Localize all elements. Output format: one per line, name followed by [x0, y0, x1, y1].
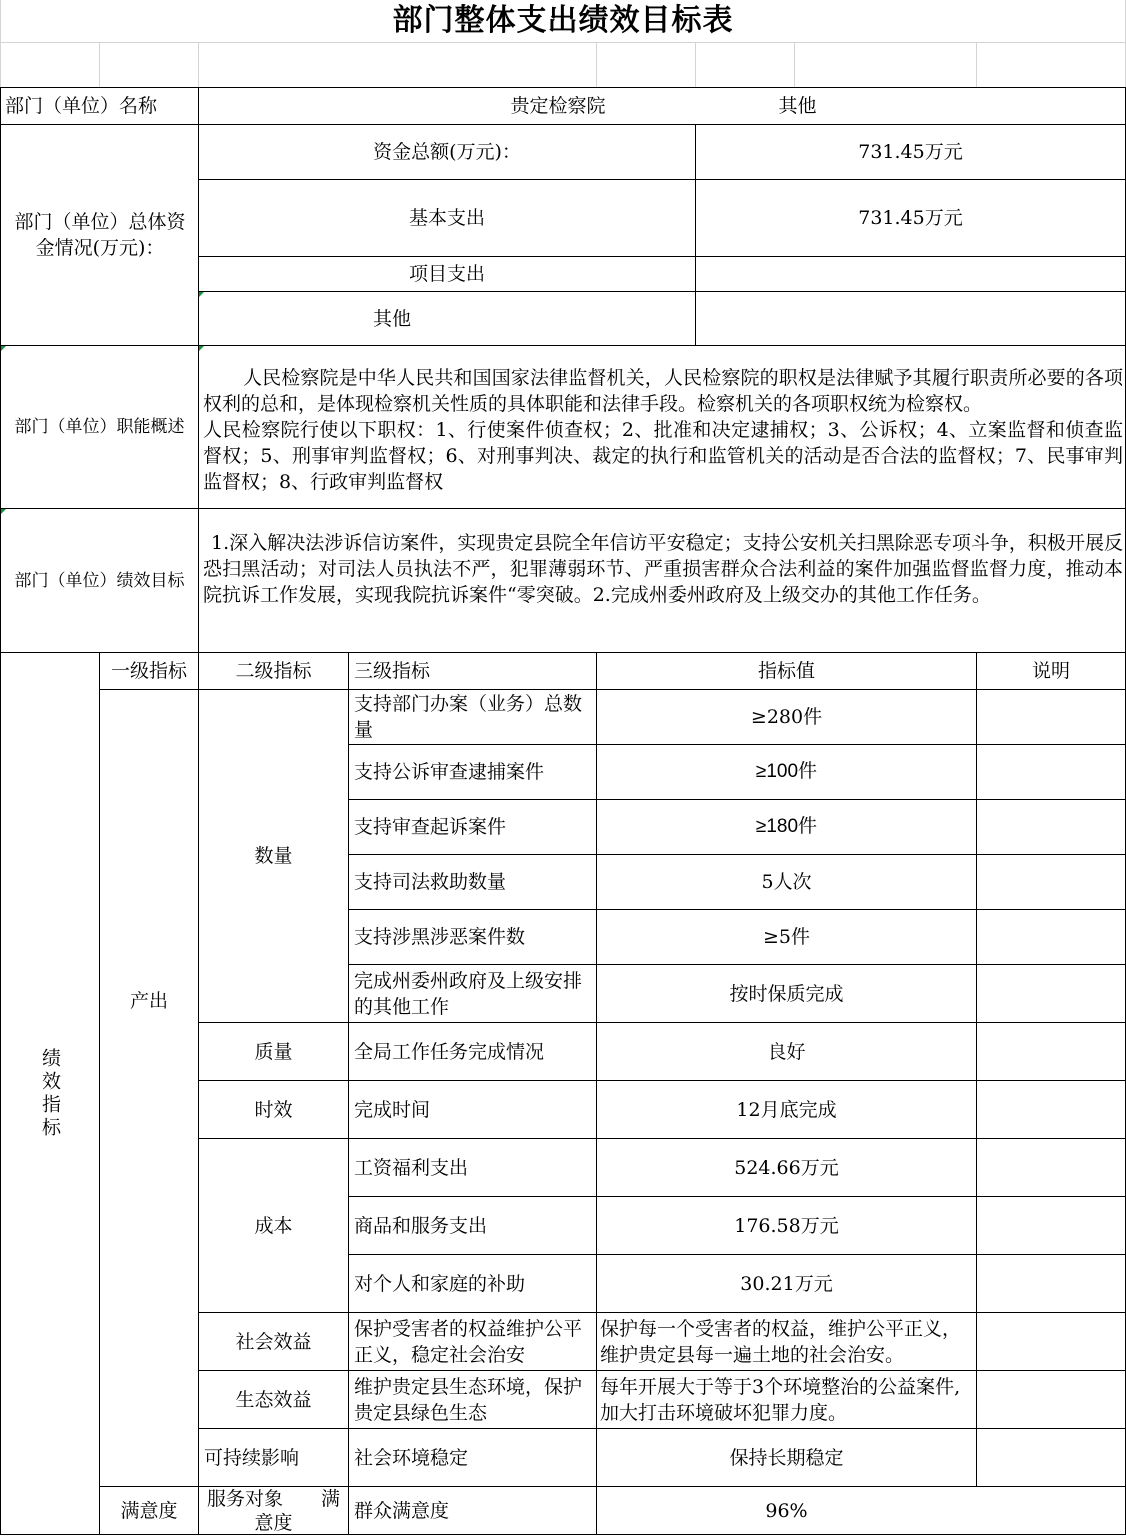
quantity-label: 数量	[254, 845, 293, 867]
output-label: 产出	[129, 990, 168, 1012]
social-label: 社会效益	[235, 1330, 312, 1353]
sustain-label: 可持续影响	[204, 1446, 300, 1469]
eco-label: 生态效益	[235, 1388, 312, 1411]
funds-basic-value: 731.45万元	[858, 207, 963, 229]
indicator-name: 完成州委州政府及上级安排的其他工作	[354, 969, 583, 1018]
indicator-name: 支持公诉审查逮捕案件	[354, 761, 545, 783]
dept-name-value: 贵定检察院	[510, 95, 606, 117]
indicator-value: 30.21万元	[740, 1272, 833, 1295]
functions-line2: 人民检察院行使以下职权：1、行使案件侦查权；2、批准和决定逮捕权；3、公诉权；4、立案监督和侦查监督权；5、刑事审判监督权；6、对刑事判决、裁定的执行和监管机关的活动是否合法的监督权；7、民事审判监督权；8、行政审判监督权	[203, 419, 1123, 493]
header-level1: 一级指标	[110, 660, 187, 682]
service-label: 服务对象 满意度	[206, 1487, 340, 1534]
funds-label: 部门（单位）总体资金情况(万元)：	[14, 211, 186, 259]
indicator-value: 96%	[765, 1499, 808, 1522]
funds-total-value: 731.45万元	[858, 141, 963, 163]
indicator-value: ≥5件	[762, 926, 810, 948]
indicator-name: 支持司法救助数量	[354, 871, 507, 893]
page-title: 部门整体支出绩效目标表	[392, 3, 734, 38]
header-note: 说明	[1031, 660, 1070, 682]
indicator-name: 全局工作任务完成情况	[354, 1040, 545, 1063]
indicator-name: 支持涉黑涉恶案件数	[354, 926, 526, 948]
dept-category: 其他	[778, 95, 817, 117]
header-value: 指标值	[757, 660, 815, 682]
indicator-name: 商品和服务支出	[354, 1214, 488, 1237]
funds-project-value	[696, 257, 1125, 291]
indicator-value: 176.58万元	[734, 1214, 839, 1237]
indicator-name: 保护受害者的权益维护公平正义，稳定社会治安	[354, 1317, 583, 1366]
indicator-name: 工资福利支出	[354, 1156, 469, 1179]
dept-name-label: 部门（单位）名称	[5, 95, 158, 117]
indicator-name: 支持审查起诉案件	[354, 816, 507, 838]
funds-other-value	[696, 292, 1125, 345]
functions-label: 部门（单位）职能概述	[14, 417, 185, 437]
header-level2: 二级指标	[235, 660, 312, 682]
indicator-value: 保持长期稳定	[729, 1446, 844, 1469]
indicators-label	[1, 653, 99, 1534]
quality-label: 质量	[254, 1040, 293, 1063]
funds-other-label: 其他	[372, 307, 411, 330]
indicator-value: 12月底完成	[736, 1098, 837, 1121]
header-level3: 三级指标	[354, 660, 431, 682]
indicator-value: 按时保质完成	[729, 982, 844, 1005]
funds-basic-label: 基本支出	[408, 207, 485, 229]
indicators-label-text: 绩效指标	[39, 1047, 61, 1140]
indicator-value: 5人次	[761, 871, 812, 893]
funds-total-label: 资金总额(万元)：	[373, 141, 521, 163]
satisfaction-label: 满意度	[120, 1499, 178, 1522]
indicator-value: ≥100件	[755, 761, 818, 782]
indicator-name: 支持部门办案（业务）总数量	[354, 693, 583, 741]
indicator-value: ≥280件	[750, 706, 823, 728]
funds-project-label: 项目支出	[408, 263, 485, 285]
indicator-value: 良好	[767, 1040, 806, 1063]
indicator-name: 对个人和家庭的补助	[354, 1272, 526, 1295]
functions-line1: 人民检察院是中华人民共和国国家法律监督机关，人民检察院的职权是法律赋予其履行职责所必要的各项权利的总和，是体现检察机关性质的具体职能和法律手段。检察机关的各项职权统为检察权。	[203, 367, 1123, 415]
goals-text: 1.深入解决法涉诉信访案件，实现贵定县院全年信访平安稳定；支持公安机关扫黑除恶专项斗争，积极开展反恐扫黑活动；对司法人员执法不严，犯罪薄弱环节、严重损害群众合法利益的案件加强监督监督力度，推动本院抗诉工作发展，实现我院抗诉案件“零突破。2.完成州委州政府及上级交办的其他工作任务。	[203, 532, 1123, 606]
indicator-value: 保护每一个受害者的权益，维护公平正义，维护贵定县每一遍土地的社会治安。	[600, 1317, 962, 1366]
indicator-name: 完成时间	[354, 1098, 431, 1121]
indicator-value: ≥180件	[755, 816, 818, 837]
timeliness-label: 时效	[254, 1098, 293, 1121]
goals-label: 部门（单位）绩效目标	[14, 570, 185, 591]
indicator-name: 维护贵定县生态环境，保护贵定县绿色生态	[354, 1375, 583, 1424]
functions-text	[203, 365, 1123, 495]
indicator-name: 社会环境稳定	[354, 1446, 469, 1469]
cost-label: 成本	[254, 1214, 293, 1237]
indicator-value: 每年开展大于等于3个环境整治的公益案件,加大打击环境破坏犯罪力度。	[600, 1375, 961, 1424]
indicator-value: 524.66万元	[734, 1156, 839, 1179]
indicator-name: 群众满意度	[354, 1499, 450, 1522]
